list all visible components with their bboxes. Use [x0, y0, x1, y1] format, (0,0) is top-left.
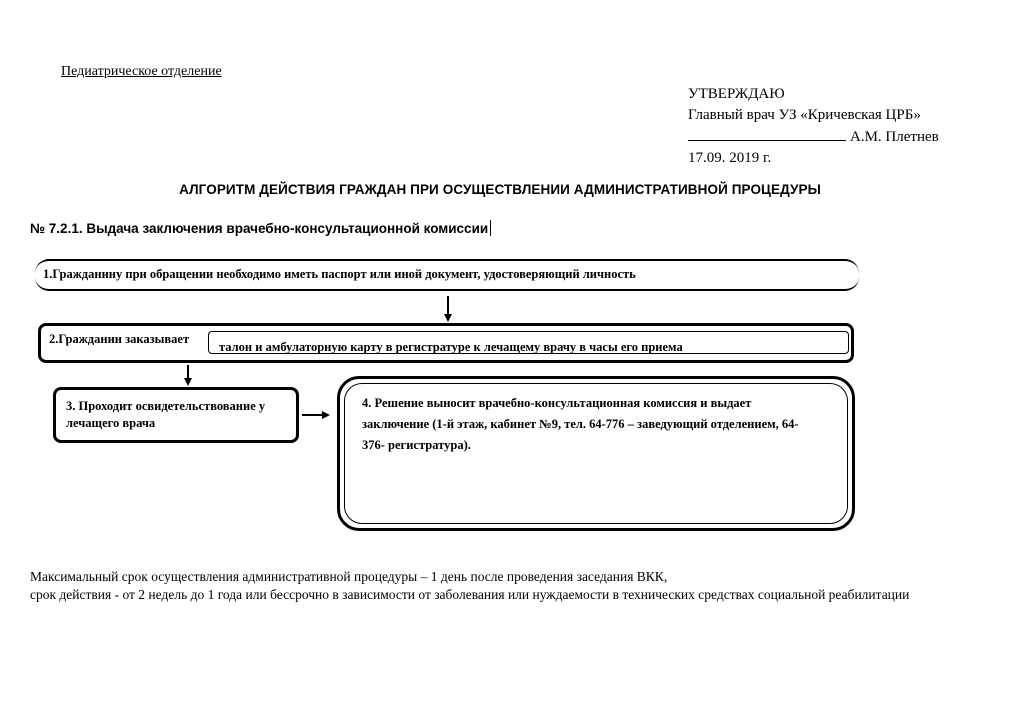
- step-1-text: 1.Гражданину при обращении необходимо иметь паспорт или иной документ, удостоверяющий личность: [43, 267, 636, 281]
- footer-line-1: Максимальный срок осуществления административной процедуры – 1 день после проведения заседания ВКК,: [30, 569, 668, 584]
- approve-date: 17.09. 2019 г.: [688, 150, 772, 166]
- step-2-label: 2.Гражданин заказывает: [49, 332, 190, 346]
- approve-title: УТВЕРЖДАЮ: [688, 86, 785, 102]
- department-name: Педиатрическое отделение: [61, 64, 222, 79]
- step-4-text: 4. Решение выносит врачебно-консультационная комиссия и выдает заключение (1-й этаж, кабинет №9, тел. 64-776 – заведующий отделением, 64-376- регистратура).: [362, 396, 799, 452]
- document-title: АЛГОРИТМ ДЕЙСТВИЯ ГРАЖДАН ПРИ ОСУЩЕСТВЛЕНИИ АДМИНИСТРАТИВНОЙ ПРОЦЕДУРЫ: [179, 182, 821, 197]
- approver-name: А.М. Плетнев: [850, 129, 939, 145]
- step-3-text: 3. Проходит освидетельствование у лечащего врача: [66, 399, 266, 430]
- footer-note: [30, 568, 930, 604]
- step-2-text: талон и амбулаторную карту в регистратуре к лечащему врачу в часы его приема: [219, 340, 683, 354]
- approver-position: Главный врач УЗ «Кричевская ЦРБ»: [688, 107, 921, 123]
- footer-line-2: срок действия - от 2 недель до 1 года или бессрочно в зависимости от заболевания или нуждаемости в технических средствах социальной реабилитации: [30, 587, 910, 602]
- procedure-title: № 7.2.1. Выдача заключения врачебно-консультационной комиссии: [30, 221, 489, 236]
